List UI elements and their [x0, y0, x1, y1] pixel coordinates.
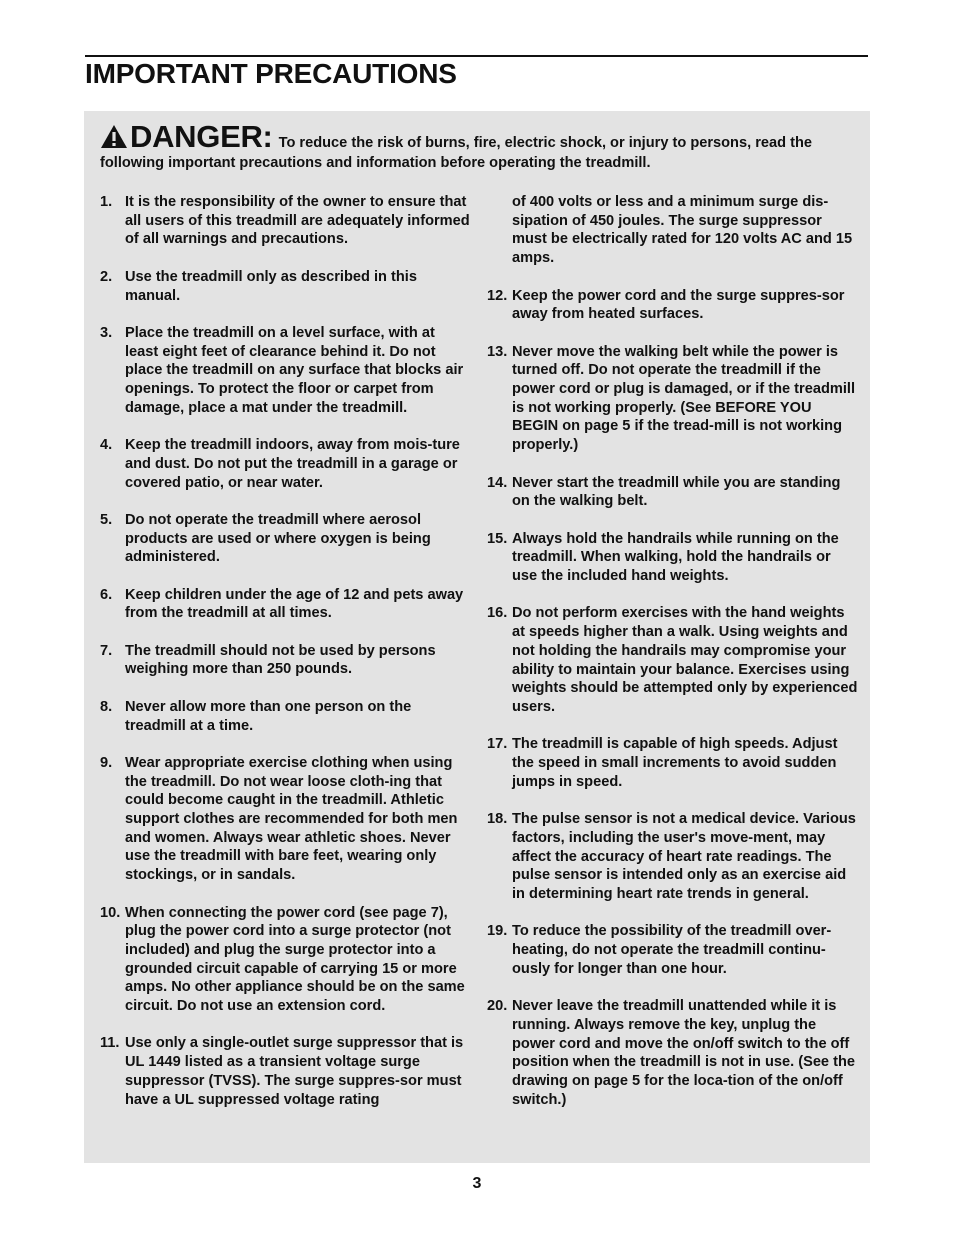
precaution-7: [100, 642, 470, 679]
precaution-9: [100, 754, 470, 885]
precaution-4: [100, 436, 470, 492]
item-text: To reduce the possibility of the treadmill over-heating, do not operate the treadmill continu-ously for longer than one hour.: [512, 923, 832, 977]
item-text: Never allow more than one person on the treadmill at a time.: [125, 698, 412, 734]
precaution-19: [487, 922, 859, 978]
precaution-14: [487, 474, 859, 511]
precaution-11: [100, 1034, 470, 1109]
item-number: 18.: [487, 811, 508, 828]
item-text: Never leave the treadmill unattended while it is running. Always remove the key, unplug the power cord and move the on/off switch to the off position when the treadmill is not in use. (See the drawing on page 5 for the loca-tion of the on/off switch.): [512, 998, 855, 1108]
item-number: 10.: [100, 904, 121, 921]
precaution-3: [100, 324, 470, 418]
item-text: Do not operate the treadmill where aerosol products are used or where oxygen is being administered.: [125, 511, 431, 566]
precaution-20: [487, 997, 859, 1109]
precaution-6: [100, 586, 470, 623]
item-text: Always hold the handrails while running on the treadmill. When walking, hold the handrails or use the included hand weights.: [512, 530, 839, 584]
item-number: 11.: [100, 1035, 120, 1052]
page-title: IMPORTANT PRECAUTIONS: [85, 58, 457, 89]
item-text: Keep the power cord and the surge suppres-sor away from heated surfaces.: [512, 287, 845, 323]
left-column: [100, 193, 470, 1128]
item-text: The pulse sensor is not a medical device. Various factors, including the user's move-ment, may affect the accuracy of heart rate readings. The pulse sensor is intended only as an exercise aid in determining heart rate trends in general.: [512, 811, 856, 902]
item-text: When connecting the power cord (see page 7), plug the power cord into a surge protector (not included) and plug the surge protector into a grounded circuit capable of carrying 15 or more amps. No other appliance should be on the same circuit. Do not use an extension cord.: [125, 904, 465, 1015]
item-number: 17.: [487, 736, 508, 753]
item-text: Place the treadmill on a level surface, with at least eight feet of clearance behind it. Do not place the treadmill on any surface that blocks air openings. To protect the floor or carpet from damage, place a mat under the treadmill.: [125, 324, 464, 416]
item-number: 19.: [487, 923, 508, 940]
item-text: The treadmill should not be used by persons weighing more than 250 pounds.: [125, 642, 436, 678]
item-number: 9.: [100, 754, 113, 771]
item-text: Never move the walking belt while the power is turned off. Do not operate the treadmill if the power cord or plug is damaged, or if the treadmill is not working properly. (See BEFORE YOU BEGIN on page 5 if the tread-mill is not working properly.): [512, 343, 856, 454]
danger-text: To reduce the risk of burns, fire, electric shock, or injury to persons, read the following important precautions and information before operating the treadmill.: [100, 135, 812, 171]
item-text: Never start the treadmill while you are standing on the walking belt.: [512, 474, 841, 510]
item-text: Use only a single-outlet surge suppressor that is UL 1449 listed as a transient voltage surge suppressor (TVSS). The surge suppres-sor must have a UL suppressed voltage rating: [125, 1035, 464, 1108]
danger-label: DANGER:: [130, 119, 273, 154]
precaution-11-continuation: of 400 volts or less and a minimum surge dis-sipation of 450 joules. The surge suppressor must be electrically rated for 120 volts AC and 15 amps.: [512, 194, 853, 267]
precaution-1: [100, 193, 470, 249]
precaution-10: [100, 904, 470, 1016]
page-number: 3: [472, 1175, 482, 1192]
item-number: 6.: [100, 586, 113, 603]
item-number: 2.: [100, 268, 113, 285]
precaution-8: [100, 698, 470, 735]
item-text: It is the responsibility of the owner to ensure that all users of this treadmill are adequately informed of all warnings and precautions.: [125, 194, 470, 248]
item-text: Do not perform exercises with the hand weights at speeds higher than a walk. Using weights and not holding the handrails may compromise your ability to maintain your balance. Exercises using weights should be attempted only by experienced users.: [512, 605, 858, 715]
precaution-15: [487, 530, 859, 586]
precaution-2: [100, 268, 470, 305]
item-number: 5.: [100, 511, 113, 528]
item-number: 12.: [487, 287, 508, 304]
precaution-12: [487, 287, 859, 324]
item-number: 7.: [100, 642, 113, 659]
item-number: 14.: [487, 474, 508, 491]
item-number: 16.: [487, 605, 508, 622]
warning-triangle-icon: [100, 124, 128, 154]
item-text: Use the treadmill only as described in this manual.: [125, 268, 417, 304]
top-rule: [85, 55, 868, 57]
right-column: [487, 193, 859, 1128]
item-text: Wear appropriate exercise clothing when using the treadmill. Do not wear loose cloth-ing that could become caught in the treadmill. Athletic support clothes are recommended for both men and women. Always wear athletic shoes. Never use the treadmill with bare feet, wearing only stockings, or in sandals.: [125, 754, 458, 884]
item-text: The treadmill is capable of high speeds. Adjust the speed in small increments to avoid sudden jumps in speed.: [512, 736, 838, 790]
item-number: 4.: [100, 437, 113, 454]
item-number: 3.: [100, 324, 113, 341]
item-number: 20.: [487, 998, 508, 1015]
item-number: 8.: [100, 698, 113, 715]
precaution-18: [487, 810, 859, 904]
item-text: Keep children under the age of 12 and pets away from the treadmill at all times.: [125, 586, 464, 622]
item-number: 1.: [100, 194, 113, 210]
precaution-16: [487, 604, 859, 716]
item-number: 15.: [487, 530, 508, 547]
precaution-13: [487, 343, 859, 455]
danger-statement: [100, 119, 860, 172]
precaution-5: [100, 511, 470, 567]
precaution-17: [487, 735, 859, 791]
item-text: Keep the treadmill indoors, away from mois-ture and dust. Do not put the treadmill in a garage or covered patio, or near water.: [125, 437, 460, 491]
item-number: 13.: [487, 343, 508, 360]
